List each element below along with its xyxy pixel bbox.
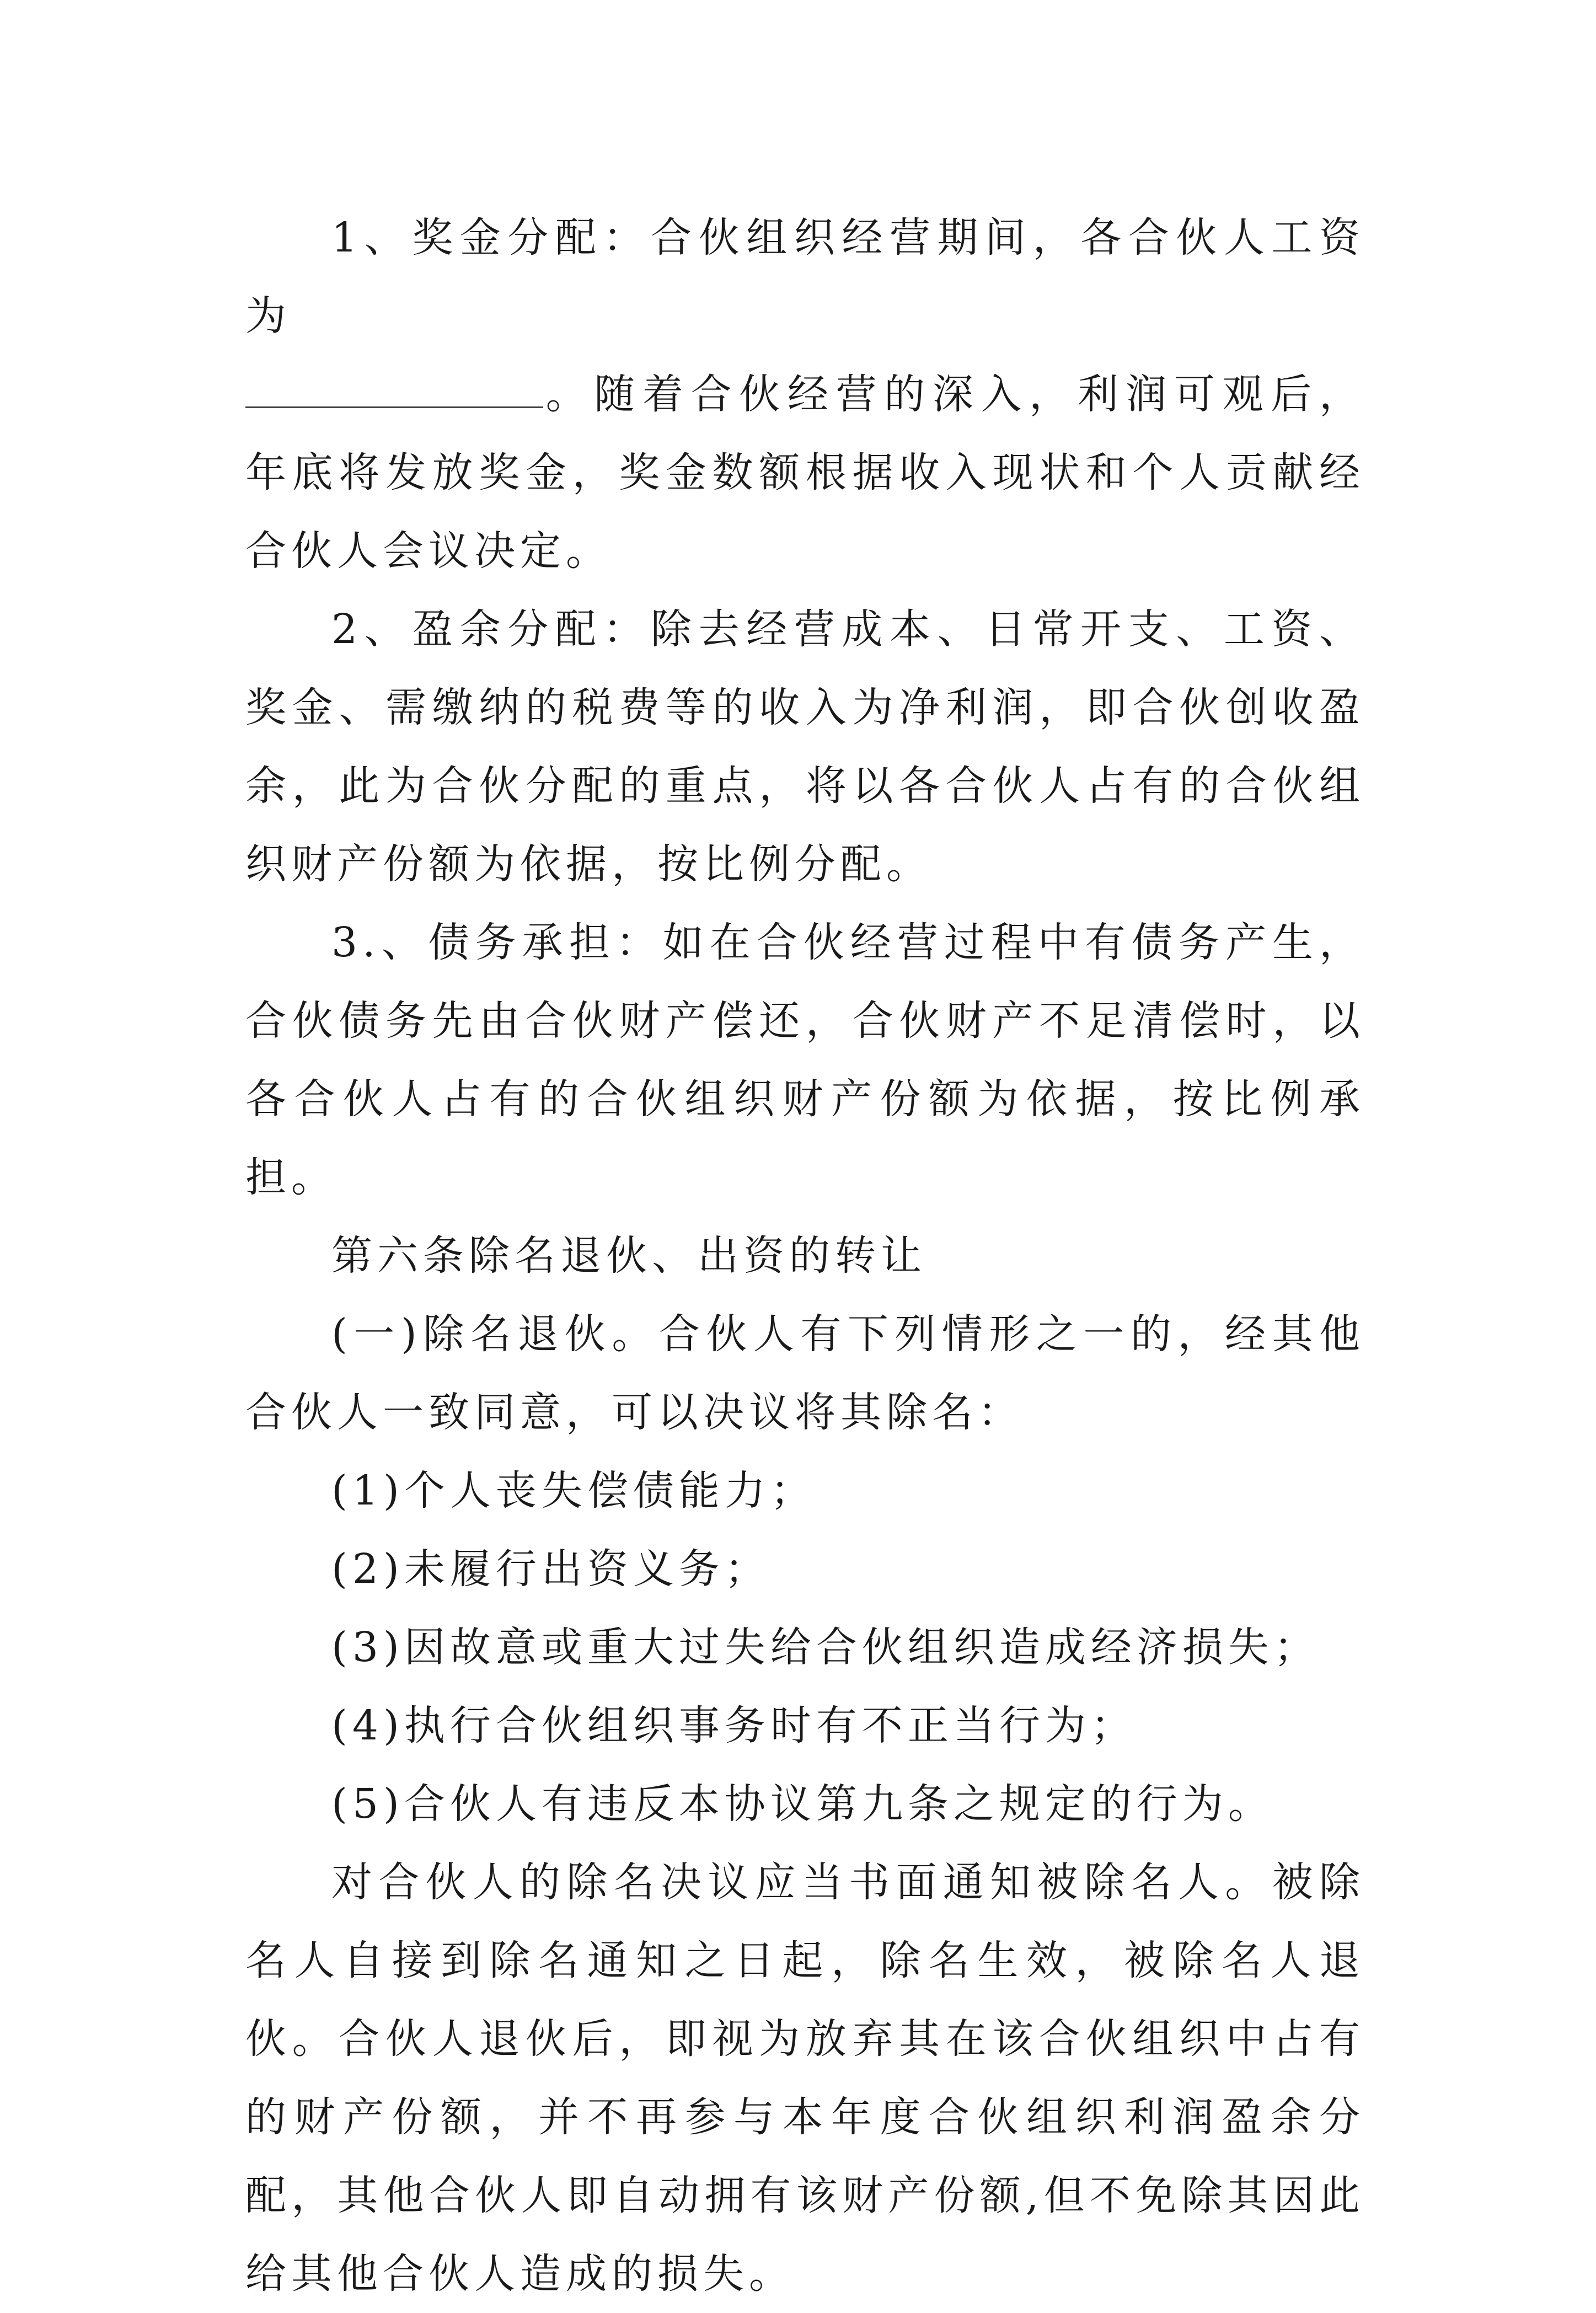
paragraph-bonus-distribution	[245, 199, 1365, 590]
document-body	[245, 199, 1365, 2313]
paragraph-expulsion-notice: 对合伙人的除名决议应当书面通知被除名人。被除名人自接到除名通知之日起，除名生效，被除名人退伙。合伙人退伙后，即视为放弃其在该合伙组织中占有的财产份额，并不再参与本年度合伙组织利润盈余分配，其他合伙人即自动拥有该财产份额,但不免除其因此给其他合伙人造成的损失。	[245, 1859, 1365, 2298]
paragraph-debt-liability: 3.、债务承担：如在合伙经营过程中有债务产生，合伙债务先由合伙财产偿还，合伙财产不足清偿时，以各合伙人占有的合伙组织财产份额为依据，按比例承担。	[245, 919, 1365, 1201]
list-item-5: (5)合伙人有违反本协议第九条之规定的行为。	[331, 1780, 1274, 1828]
list-item-2: (2)未履行出资义务；	[331, 1545, 770, 1593]
list-item-1: (1)个人丧失偿债能力；	[331, 1467, 816, 1514]
article-six-heading: 第六条除名退伙、出资的转让	[331, 1232, 926, 1279]
paragraph-expulsion: (一)除名退伙。合伙人有下列情形之一的，经其他合伙人一致同意，可以决议将其除名：	[245, 1310, 1365, 1436]
paragraph-surplus-distribution: 2、盈余分配：除去经营成本、日常开支、工资、奖金、需缴纳的税费等的收入为净利润，即合伙创收盈余，此为合伙分配的重点，将以各合伙人占有的合伙组织财产份额为依据，按比例分配。	[245, 606, 1365, 888]
bonus-first-line: 1、奖金分配：合伙组织经营期间，各合伙人工资为	[245, 214, 1365, 340]
salary-blank-field	[245, 373, 543, 408]
bonus-continuation	[245, 355, 1365, 590]
list-item-4: (4)执行合伙组织事务时有不正当行为；	[331, 1702, 1137, 1749]
bonus-rest-text: 。随着合伙经营的深入，利润可观后，年底将发放奖金，奖金数额根据收入现状和个人贡献经合伙人会议决定。	[245, 371, 1365, 575]
list-item-3: (3)因故意或重大过失给合伙组织造成经济损失；	[331, 1624, 1320, 1671]
